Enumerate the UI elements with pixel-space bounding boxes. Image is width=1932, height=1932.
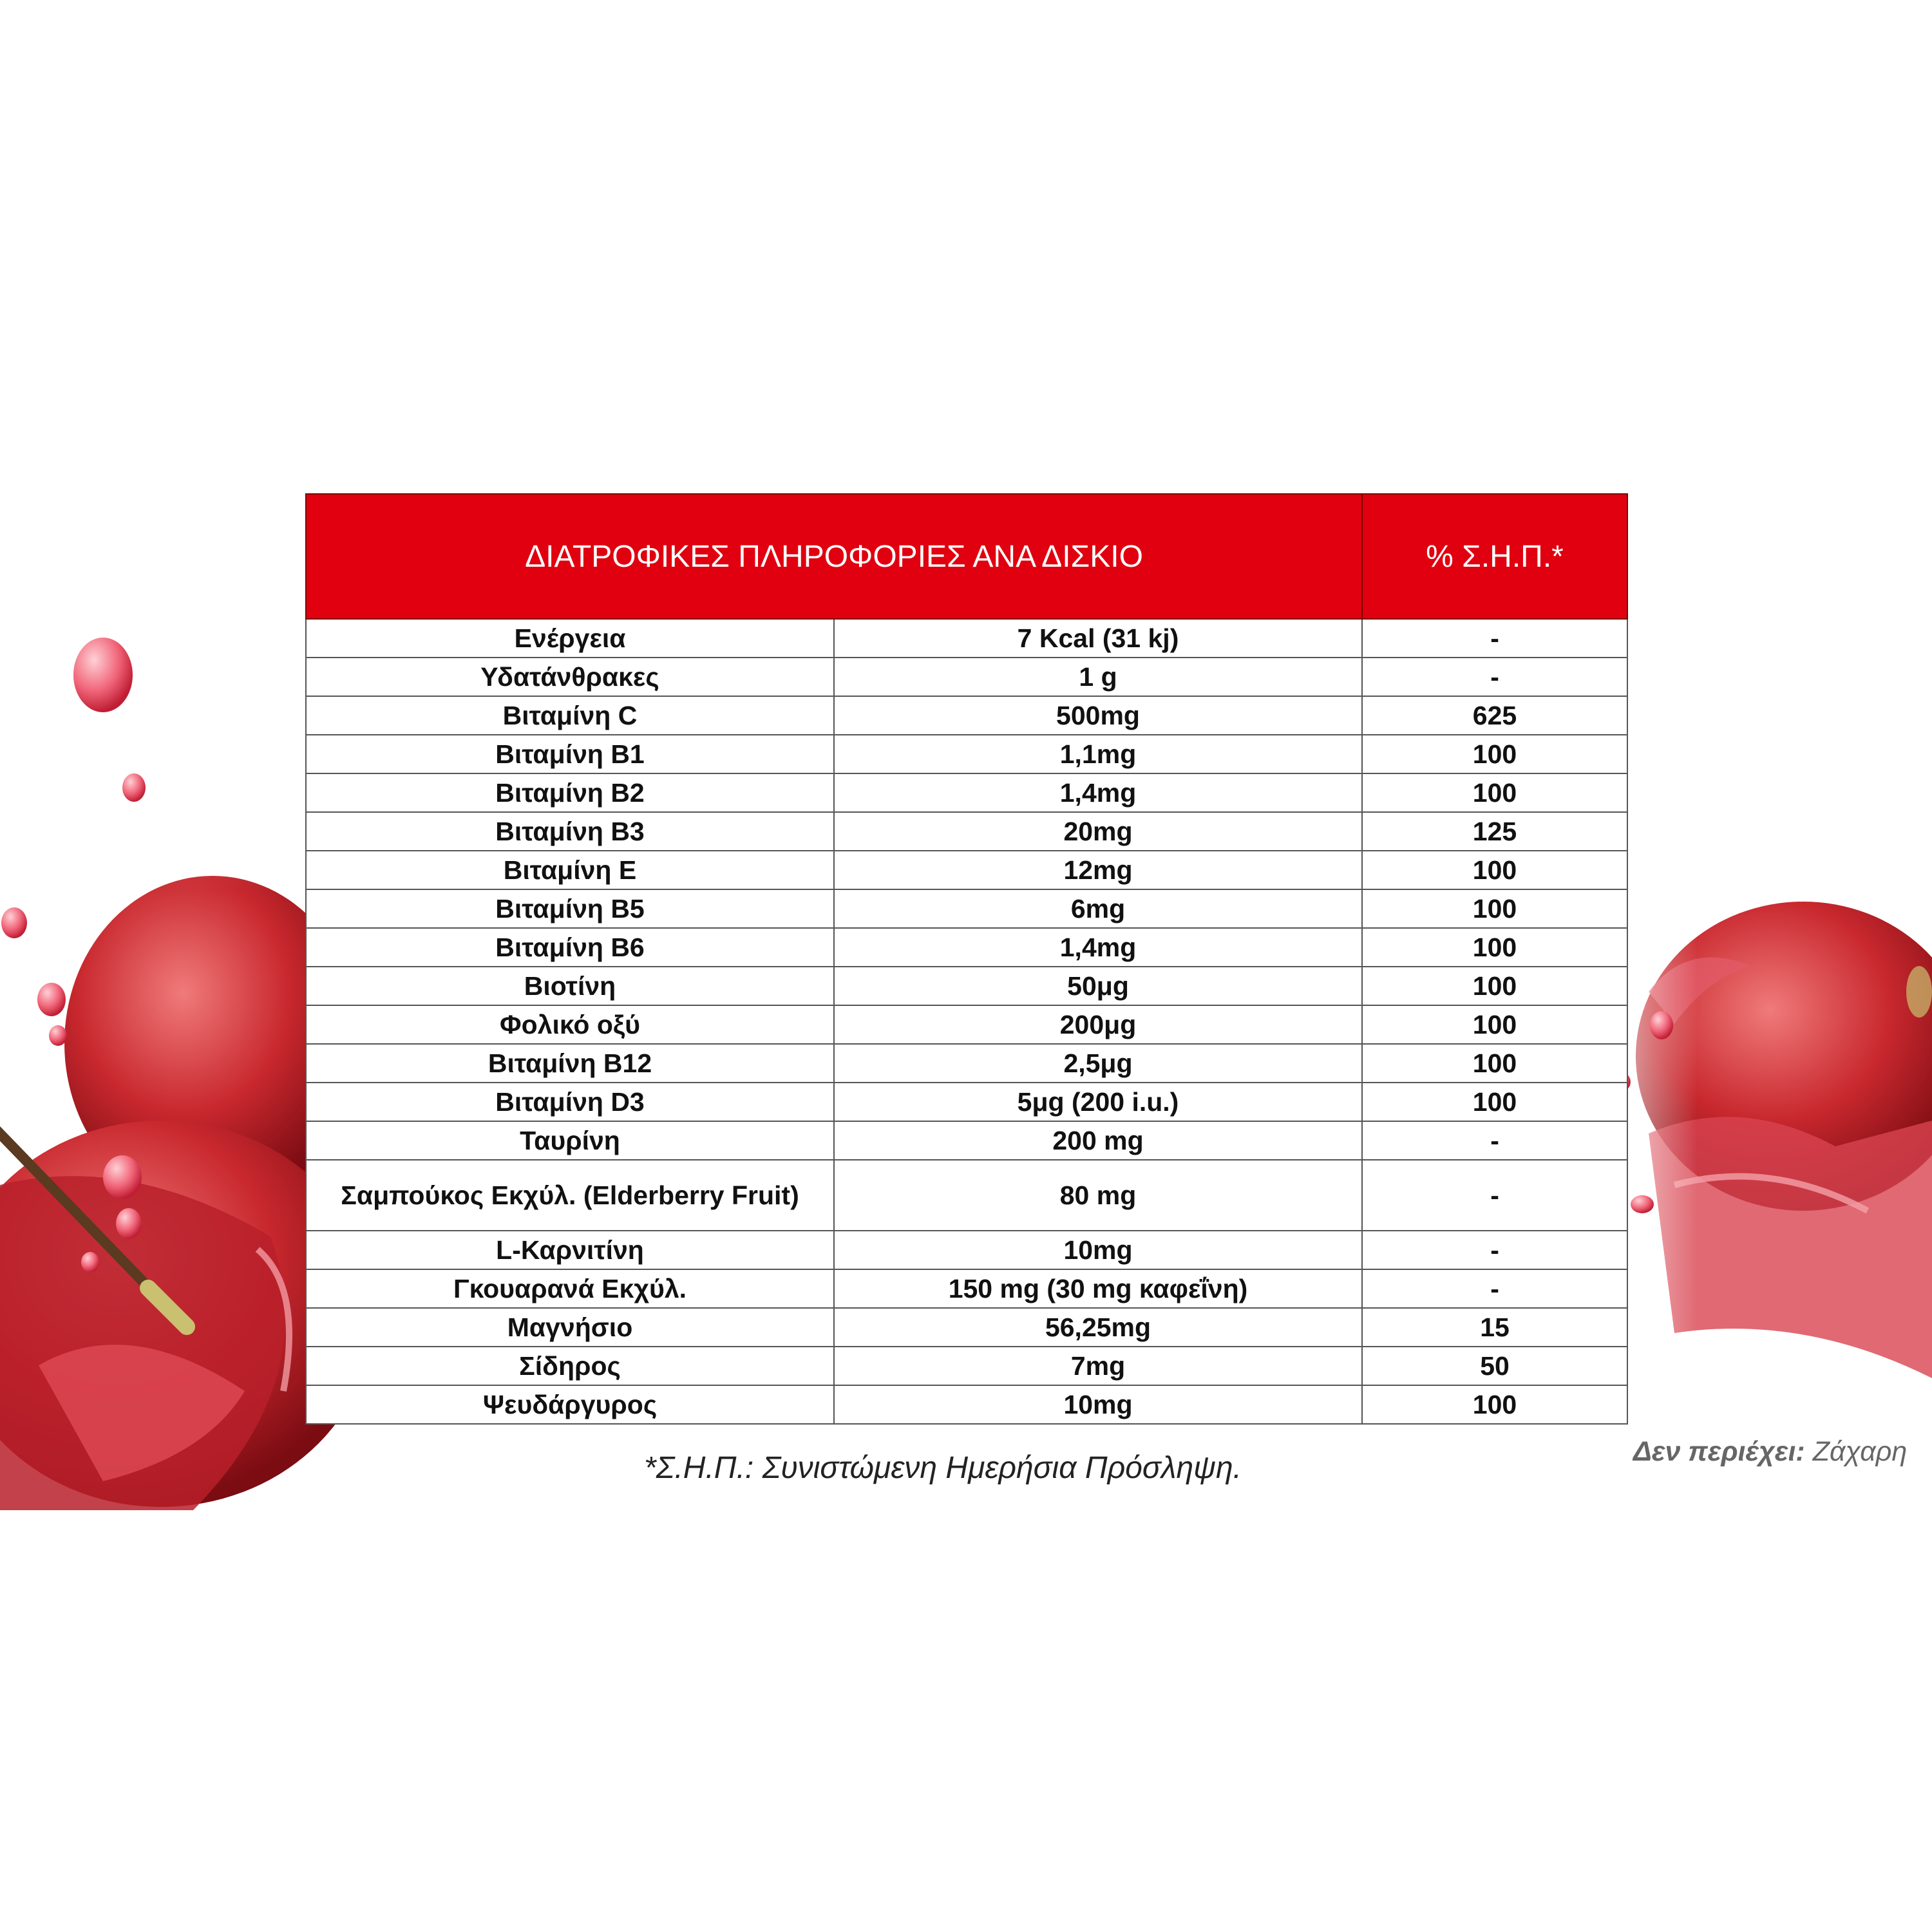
table-row	[306, 619, 1627, 658]
table-row	[306, 735, 1627, 773]
nutrient-amount: 500mg	[834, 696, 1362, 735]
nutrient-name: Γκουαρανά Εκχύλ.	[306, 1269, 834, 1308]
nutrient-rda: 100	[1362, 928, 1627, 967]
sugar-free-note	[1633, 1436, 1907, 1468]
table-row	[306, 773, 1627, 812]
table-row	[306, 928, 1627, 967]
table-row	[306, 1160, 1627, 1231]
nutrient-name: Μαγνήσιο	[306, 1308, 834, 1347]
table-row	[306, 658, 1627, 696]
table-row	[306, 1385, 1627, 1424]
table-row	[306, 1308, 1627, 1347]
nutrient-name: Βιοτίνη	[306, 967, 834, 1005]
nutrient-amount: 150 mg (30 mg καφεΐνη)	[834, 1269, 1362, 1308]
nutrient-rda: 100	[1362, 1385, 1627, 1424]
nutrient-name: Βιταμίνη C	[306, 696, 834, 735]
nutrient-amount: 1,4mg	[834, 928, 1362, 967]
nutrient-amount: 200 mg	[834, 1121, 1362, 1160]
nutrient-amount: 7 Kcal (31 kj)	[834, 619, 1362, 658]
nutrient-name: Ενέργεια	[306, 619, 834, 658]
table-row	[306, 889, 1627, 928]
nutrient-rda: 100	[1362, 1005, 1627, 1044]
nutrient-name: Βιταμίνη B12	[306, 1044, 834, 1083]
nutrient-rda: 100	[1362, 1044, 1627, 1083]
nutrient-name: Σαμπούκος Εκχύλ. (Elderberry Fruit)	[306, 1160, 834, 1231]
nutrient-rda: 100	[1362, 967, 1627, 1005]
nutrient-rda: 625	[1362, 696, 1627, 735]
nutrient-amount: 10mg	[834, 1385, 1362, 1424]
nutrient-name: Βιταμίνη B2	[306, 773, 834, 812]
nutrient-amount: 7mg	[834, 1347, 1362, 1385]
nutrient-rda: -	[1362, 1160, 1627, 1231]
table-header-row	[306, 494, 1627, 619]
sugar-free-label: Δεν περιέχει:	[1633, 1436, 1805, 1467]
table-row	[306, 696, 1627, 735]
nutrient-amount: 1,4mg	[834, 773, 1362, 812]
table-row	[306, 1269, 1627, 1308]
nutrient-name: Βιταμίνη B3	[306, 812, 834, 851]
nutrient-rda: 100	[1362, 773, 1627, 812]
table-row	[306, 1083, 1627, 1121]
nutrient-name: Σίδηρος	[306, 1347, 834, 1385]
nutrient-amount: 80 mg	[834, 1160, 1362, 1231]
nutrient-name: Ψευδάργυρος	[306, 1385, 834, 1424]
nutrient-amount: 1 g	[834, 658, 1362, 696]
nutrient-rda: 100	[1362, 735, 1627, 773]
nutrient-rda: 125	[1362, 812, 1627, 851]
nutrition-table	[305, 493, 1628, 1425]
nutrient-rda: -	[1362, 1269, 1627, 1308]
table-row	[306, 1005, 1627, 1044]
table-row	[306, 1121, 1627, 1160]
table-row	[306, 967, 1627, 1005]
nutrient-amount: 2,5μg	[834, 1044, 1362, 1083]
nutrient-rda: 100	[1362, 851, 1627, 889]
nutrient-name: L-Καρνιτίνη	[306, 1231, 834, 1269]
nutrient-name: Βιταμίνη D3	[306, 1083, 834, 1121]
nutrient-amount: 10mg	[834, 1231, 1362, 1269]
nutrient-rda: 15	[1362, 1308, 1627, 1347]
nutrient-rda: -	[1362, 658, 1627, 696]
nutrient-amount: 200μg	[834, 1005, 1362, 1044]
nutrient-name: Ταυρίνη	[306, 1121, 834, 1160]
rda-footnote: *Σ.Η.Π.: Συνιστώμενη Ημερήσια Πρόσληψη.	[644, 1451, 1242, 1485]
nutrient-name: Βιταμίνη B1	[306, 735, 834, 773]
table-row	[306, 1044, 1627, 1083]
sugar-free-value: Ζάχαρη	[1812, 1436, 1908, 1467]
table-header-rda: % Σ.Η.Π.*	[1362, 494, 1627, 619]
nutrient-amount: 50μg	[834, 967, 1362, 1005]
nutrient-name: Βιταμίνη B5	[306, 889, 834, 928]
table-row	[306, 851, 1627, 889]
nutrient-rda: 100	[1362, 1083, 1627, 1121]
nutrient-name: Βιταμίνη B6	[306, 928, 834, 967]
nutrient-name: Βιταμίνη E	[306, 851, 834, 889]
nutrient-amount: 12mg	[834, 851, 1362, 889]
nutrient-rda: 100	[1362, 889, 1627, 928]
nutrient-amount: 56,25mg	[834, 1308, 1362, 1347]
table-row	[306, 812, 1627, 851]
nutrient-amount: 1,1mg	[834, 735, 1362, 773]
nutrient-amount: 5μg (200 i.u.)	[834, 1083, 1362, 1121]
nutrient-rda: -	[1362, 1231, 1627, 1269]
nutrient-name: Υδατάνθρακες	[306, 658, 834, 696]
table-row	[306, 1231, 1627, 1269]
nutrient-name: Φολικό οξύ	[306, 1005, 834, 1044]
nutrient-rda: -	[1362, 619, 1627, 658]
table-header-title: ΔΙΑΤΡΟΦΙΚΕΣ ΠΛΗΡΟΦΟΡΙΕΣ ΑΝΑ ΔΙΣΚΙΟ	[306, 494, 1362, 619]
nutrient-amount: 6mg	[834, 889, 1362, 928]
table-row	[306, 1347, 1627, 1385]
nutrient-rda: 50	[1362, 1347, 1627, 1385]
nutrient-amount: 20mg	[834, 812, 1362, 851]
nutrient-rda: -	[1362, 1121, 1627, 1160]
